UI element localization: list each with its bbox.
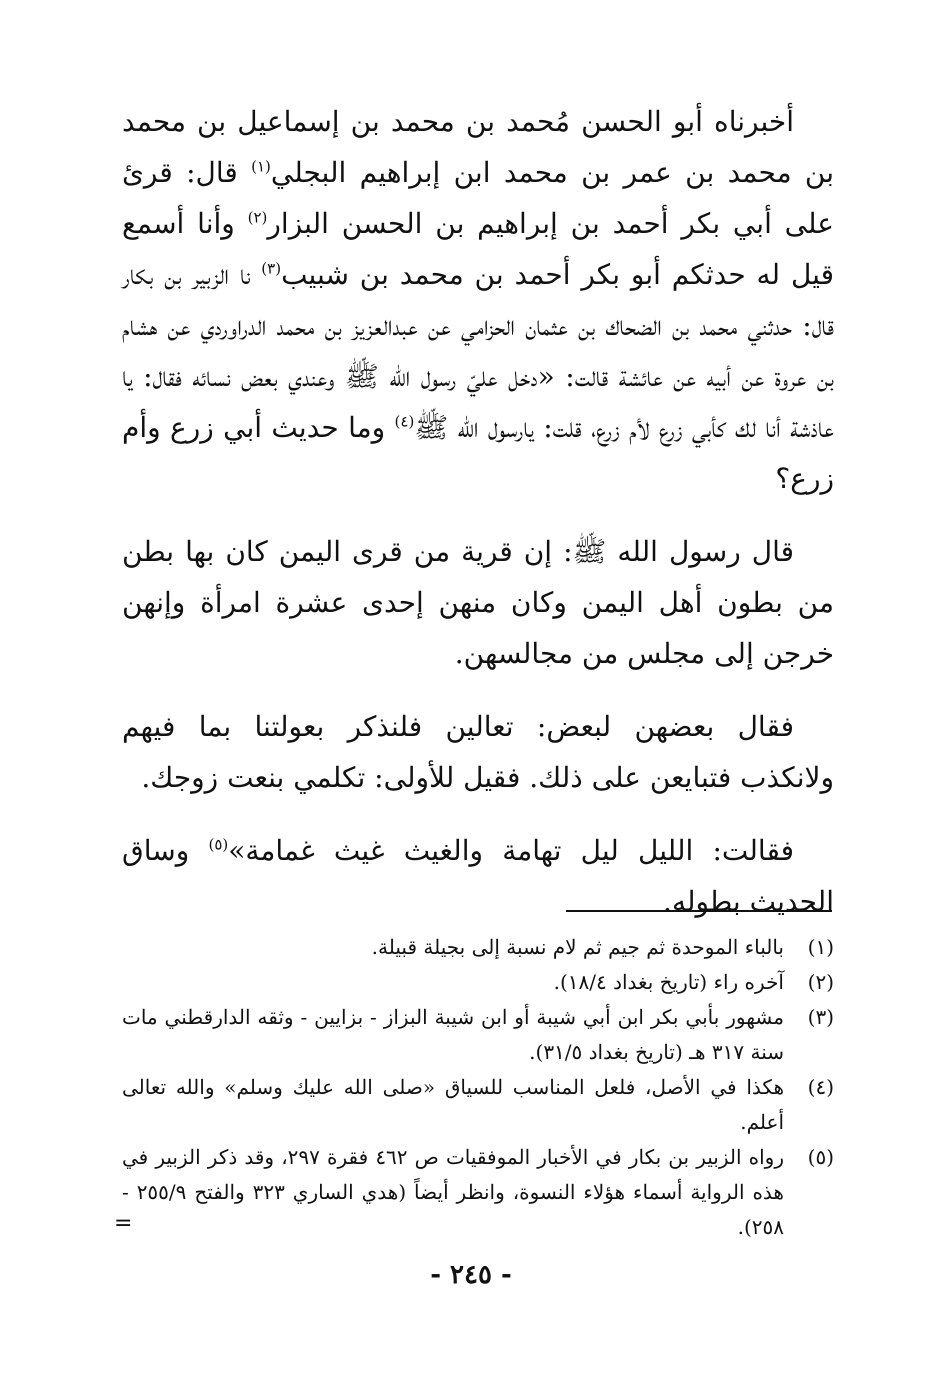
page-number: - ٢٤٥ - bbox=[430, 1260, 512, 1290]
text-segment: قال: قرئ على أبي بكر أحمد بن إبراهيم بن الحسن البزار bbox=[122, 156, 834, 240]
footnote-1 bbox=[122, 930, 834, 965]
paragraph-women-agreement bbox=[122, 701, 834, 803]
text-segment: فقالت: الليل ليل تهامة والغيث غيث غمامة» bbox=[228, 834, 795, 867]
footnote-text: هكذا في الأصل، فلعل المناسب للسياق «صلى الله عليك وسلم» والله تعالى أعلم. bbox=[122, 1075, 784, 1134]
footnote-number: (٣) bbox=[807, 1005, 834, 1029]
paragraph-isnad bbox=[122, 96, 834, 504]
footnote-text: آخره راء (تاريخ بغداد ١٨/٤). bbox=[553, 970, 784, 994]
footnote-5 bbox=[122, 1140, 834, 1245]
continuation-mark: = bbox=[114, 1211, 133, 1236]
text-segment: وساق الحديث بطوله. bbox=[122, 834, 834, 918]
footnote-separator bbox=[566, 910, 832, 912]
footnote-ref-5: (٥) bbox=[208, 835, 229, 854]
text-segment: أخبرناه أبو الحسن مُحمد بن محمد بن إسماعيل بن محمد بن محمد بن عمر بن محمد ابن إبراهيم البجلي bbox=[122, 105, 834, 189]
footnote-ref-4: (٤) bbox=[394, 412, 415, 431]
footnote-text: رواه الزبير بن بكار في الأخبار الموفقيات ص ٤٦٢ فقرة ٢٩٧، وقد ذكر الزبير في هذه الرواية أسماء هؤلاء النسوة، وانظر أيضاً (هدي الساري ٣٢٣ والفتح ٢٥٥/٩ - ٢٥٨). bbox=[122, 1145, 784, 1239]
footnote-4 bbox=[122, 1070, 834, 1140]
footnote-number: (٢) bbox=[807, 970, 834, 994]
footnote-text: بالباء الموحدة ثم جيم ثم لام نسبة إلى بجيلة قبيلة. bbox=[371, 935, 784, 959]
main-text bbox=[122, 96, 834, 927]
footnote-3 bbox=[122, 1000, 834, 1070]
footnote-number: (٥) bbox=[807, 1145, 834, 1169]
footnote-text: مشهور بأبي بكر ابن أبي شيبة أو ابن شيبة البزاز - بزايين - وثقه الدارقطني مات سنة ٣١٧ هـ (تاريخ بغداد ٣١/٥). bbox=[122, 1005, 784, 1064]
footnote-number: (٤) bbox=[807, 1075, 834, 1099]
footnote-ref-3: (٣) bbox=[261, 259, 282, 278]
footnote-ref-2: (٢) bbox=[247, 208, 268, 227]
text-segment: نا الزبير بن بكار قال: حدثني محمد بن الضحاك بن عثمان الحزامي عن عبدالعزيز بن محمد الدراوردي عن هشام بن عروة عن أبيه عن عائشة قالت: «دخل عليّ رسول الله ﷺ وعندي بعض نسائه فقال: يا عاذشة أنا لك كأبي زرع لأم زرع، قلت: يارسول الله ﷺ bbox=[122, 258, 834, 444]
text-segment: فقال بعضهن لبعض: تعالين فلنذكر بعولتنا بما فيهم ولانكذب فتبايعن على ذلك. فقيل للأولى: تكلمي بنعت زوجك. bbox=[122, 710, 834, 794]
footnote-ref-1: (١) bbox=[251, 157, 271, 176]
text-segment: قال رسول الله ﷺ: إن قرية من قرى اليمن كان بها بطن من بطون أهل اليمن وكان منهن إحدى عشرة امرأة وإنهن خرجن إلى مجلس من مجالسهن. bbox=[122, 535, 834, 670]
text-segment: وما حديث أبي زرع وأم زرع؟ bbox=[122, 411, 834, 495]
footnotes bbox=[122, 930, 834, 1245]
footnote-2 bbox=[122, 965, 834, 1000]
text-segment: وأنا أسمع قيل له حدثكم أبو بكر أحمد بن محمد بن شبيب bbox=[122, 207, 834, 291]
paragraph-prophet-saying bbox=[122, 526, 834, 679]
footnote-number: (١) bbox=[807, 935, 834, 959]
